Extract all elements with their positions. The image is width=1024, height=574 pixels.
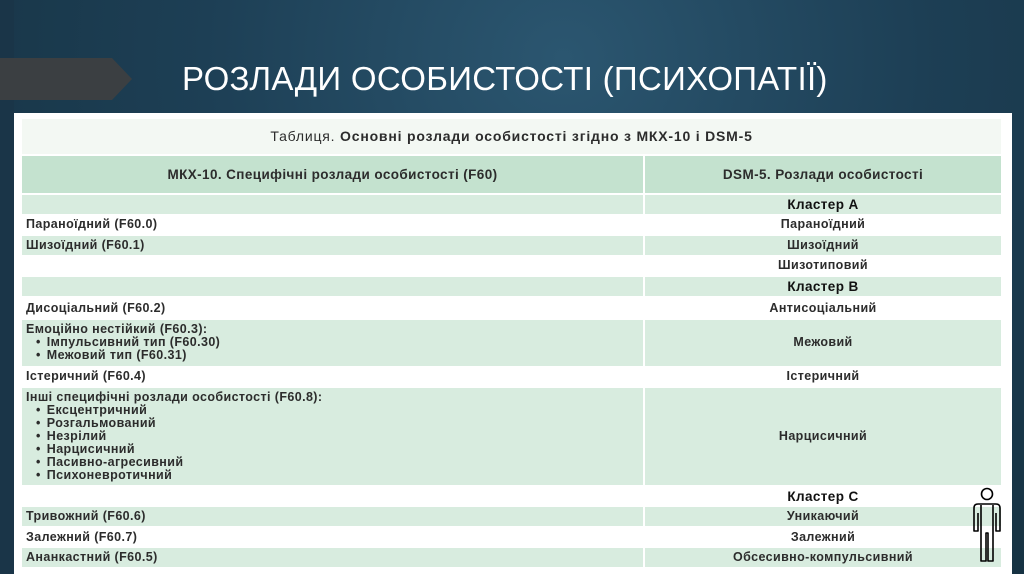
cell-anxious-dsm: Уникаючий — [644, 506, 1002, 527]
header-dsm5: DSM-5. Розлади особистості — [644, 155, 1002, 194]
cluster-c-label: Кластер С — [644, 486, 1002, 507]
cell-dissocial-dsm: Антисоціальний — [644, 297, 1002, 320]
table-frame — [14, 113, 1012, 574]
cell-empty — [21, 486, 644, 507]
table-row — [21, 506, 1002, 527]
list-item: • Психоневротичний — [36, 469, 639, 482]
cell-other-icd — [21, 387, 644, 486]
list-item: • Межовий тип (F60.31) — [36, 349, 639, 362]
cluster-b-label: Кластер В — [644, 276, 1002, 297]
cell-other-dsm: Нарцисичний — [644, 387, 1002, 486]
person-outline-icon — [970, 487, 1004, 563]
cell-anxious-icd: Тривожний (F60.6) — [21, 506, 644, 527]
header-icd10: МКХ-10. Специфічні розлади особистості (F60) — [21, 155, 644, 194]
table-row — [21, 276, 1002, 297]
table-caption-prefix: Таблиця. — [270, 127, 336, 144]
cell-empty — [21, 256, 644, 277]
list-item: • Незрілий — [36, 430, 639, 443]
cell-histrionic-dsm: Істеричний — [644, 367, 1002, 388]
table-row — [21, 547, 1002, 568]
cell-empty — [21, 276, 644, 297]
cell-paranoid-dsm: Параноїдний — [644, 215, 1002, 236]
cell-schizotypal-dsm: Шизотиповий — [644, 256, 1002, 277]
cell-anankastic-dsm: Обсесивно-компульсивний — [644, 547, 1002, 568]
table-row — [21, 215, 1002, 236]
emotional-heading: Емоційно нестійкий (F60.3): — [26, 322, 208, 337]
cell-schizoid-dsm: Шизоїдний — [644, 235, 1002, 256]
cell-dependent-icd: Залежний (F60.7) — [21, 527, 644, 548]
list-item: • Імпульсивний тип (F60.30) — [36, 336, 639, 349]
emotional-subtypes — [26, 336, 639, 362]
table-row — [21, 527, 1002, 548]
table-row — [21, 387, 1002, 486]
cell-emotional-dsm: Межовий — [644, 319, 1002, 366]
title-arrow-shape — [0, 58, 132, 100]
list-item: • Розгальмований — [36, 417, 639, 430]
cell-histrionic-icd: Істеричний (F60.4) — [21, 367, 644, 388]
table-row — [21, 297, 1002, 320]
list-item: • Ексцентричний — [36, 404, 639, 417]
cell-dependent-dsm: Залежний — [644, 527, 1002, 548]
list-item: • Нарцисичний — [36, 443, 639, 456]
table-caption-main: Основні розлади особистості згідно з МКХ-10 і DSM-5 — [340, 127, 753, 144]
cell-dissocial-icd: Дисоціальний (F60.2) — [21, 297, 644, 320]
cluster-a-label: Кластер А — [644, 194, 1002, 215]
table-caption — [21, 118, 1002, 155]
table-row — [21, 319, 1002, 366]
cell-paranoid-icd: Параноїдний (F60.0) — [21, 215, 644, 236]
slide-title: РОЗЛАДИ ОСОБИСТОСТІ (ПСИХОПАТІЇ) — [182, 60, 828, 97]
cell-emotional-icd — [21, 319, 644, 366]
table-row — [21, 256, 1002, 277]
table-row — [21, 194, 1002, 215]
cell-empty — [21, 194, 644, 215]
list-item: • Пасивно-агресивний — [36, 456, 639, 469]
table-caption-row — [21, 118, 1002, 155]
cell-schizoid-icd: Шизоїдний (F60.1) — [21, 235, 644, 256]
other-subtypes — [26, 404, 639, 482]
table-header-row — [21, 155, 1002, 194]
table-row — [21, 235, 1002, 256]
table-row — [21, 486, 1002, 507]
cell-anankastic-icd: Ананкастний (F60.5) — [21, 547, 644, 568]
personality-disorders-table — [20, 117, 1003, 569]
other-heading: Інші специфічні розлади особистості (F60.8): — [26, 389, 323, 404]
table-row — [21, 367, 1002, 388]
